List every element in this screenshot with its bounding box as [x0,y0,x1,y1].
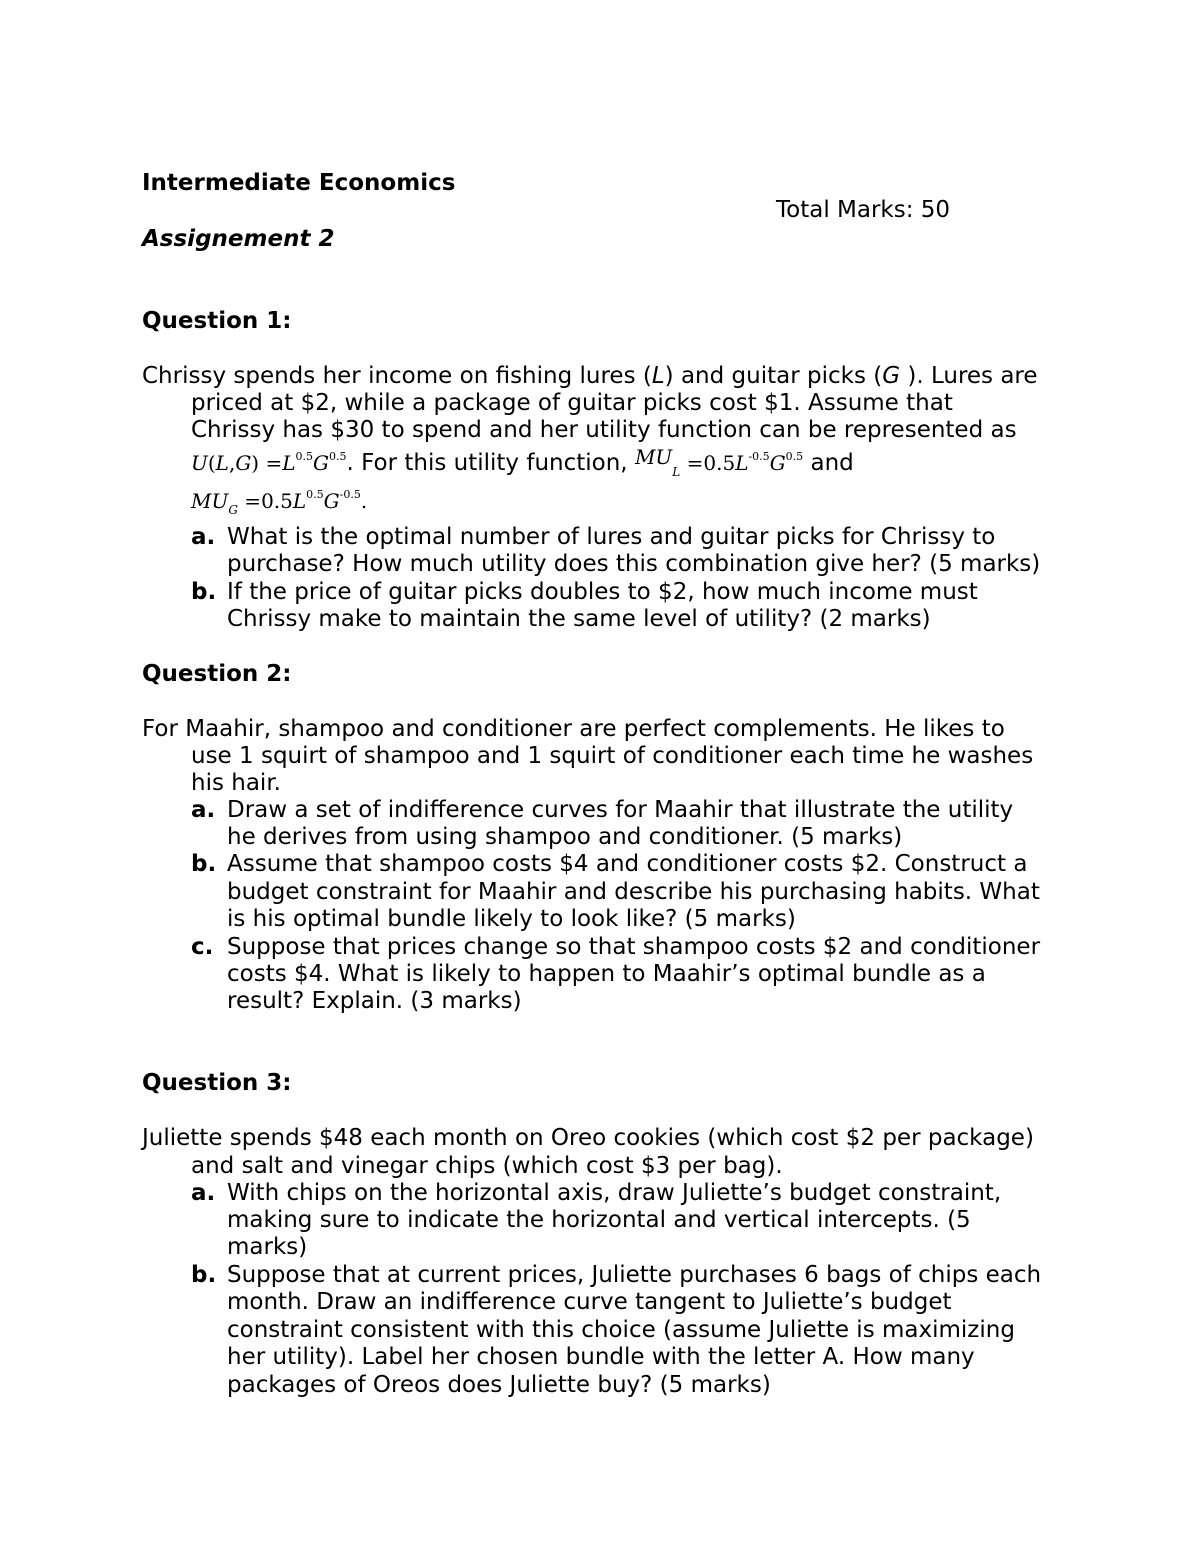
q1-part-b-line-1: If the price of guitar picks doubles to $2, how much income must [227,579,978,605]
q3-part-a-letter: a. [191,1180,216,1206]
q3-part-b-line-2: month. Draw an indifference curve tangent to Juliette’s budget [227,1289,952,1315]
assignment-title: Assignement 2 [142,226,335,252]
q2-part-b-line-1: Assume that shampoo costs $4 and conditioner costs $2. Construct a [227,851,1028,877]
q1-line-1: Chrissy spends her income on fishing lures (L) and guitar picks (G ). Lures are [142,363,1038,389]
q3-part-a-line-3: marks) [227,1234,308,1260]
q2-line-3: his hair. [191,770,281,796]
q1-formula-line: $U(L,G) =L^{0.5}G^{0.5}$. For this utility function, $MU_L =0.5L^{-0.5}G^{0.5}$ and [191,445,854,479]
marginal-utility-l: $MU_L =0.5L^{-0.5}G^{0.5}$ [634,445,804,479]
q3-part-b-line-4: her utility). Label her chosen bundle with the letter A. How many [227,1344,975,1370]
q2-line-1: For Maahir, shampoo and conditioner are perfect complements. He likes to [142,716,1005,742]
q2-part-c-line-2: costs $4. What is likely to happen to Maahir’s optimal bundle as a [227,961,986,987]
q2-part-c-letter: c. [191,934,214,960]
q3-part-a-line-2: making sure to indicate the horizontal and vertical intercepts. (5 [227,1207,971,1233]
course-title: Intermediate Economics [142,170,456,196]
q1-part-a-line-2: purchase? How much utility does this combination give her? (5 marks) [227,551,1041,577]
q1-part-b-letter: b. [191,579,217,605]
q2-part-c-line-1: Suppose that prices change so that shampoo costs $2 and conditioner [227,934,1041,960]
q1-line-2: priced at $2, while a package of guitar picks cost $1. Assume that [191,390,953,416]
q2-part-a-letter: a. [191,797,216,823]
q2-part-c-line-3: result? Explain. (3 marks) [227,988,522,1014]
utility-function: $U(L,G) =L^{0.5}G^{0.5}$ [191,450,347,475]
question-2-heading: Question 2: [142,661,292,687]
q3-line-1: Juliette spends $48 each month on Oreo cookies (which cost $2 per package) [142,1125,1034,1151]
q3-part-b-letter: b. [191,1262,217,1288]
q1-part-a-letter: a. [191,524,216,550]
q2-part-b-line-2: budget constraint for Maahir and describe his purchasing habits. What [227,879,1040,905]
marginal-utility-g: $MU_G =0.5L^{0.5}G^{-0.5}$. [191,488,368,517]
total-marks: Total Marks: 50 [776,197,951,223]
q3-line-2: and salt and vinegar chips (which cost $3 per bag). [191,1153,783,1179]
question-1-heading: Question 1: [142,308,292,334]
q1-part-a-line-1: What is the optimal number of lures and guitar picks for Chrissy to [227,524,996,550]
q2-line-2: use 1 squirt of shampoo and 1 squirt of conditioner each time he washes [191,743,1034,769]
q3-part-a-line-1: With chips on the horizontal axis, draw Juliette’s budget constraint, [227,1180,1002,1206]
q2-part-b-letter: b. [191,851,217,877]
question-3-heading: Question 3: [142,1070,292,1096]
q1-line-3: Chrissy has $30 to spend and her utility function can be represented as [191,417,1017,443]
q1-part-b-line-2: Chrissy make to maintain the same level of utility? (2 marks) [227,606,931,632]
q3-part-b-line-3: constraint consistent with this choice (assume Juliette is maximizing [227,1317,1015,1343]
q2-part-a-line-2: he derives from using shampoo and conditioner. (5 marks) [227,824,903,850]
q1-mu-g-line [191,488,368,517]
q2-part-b-line-3: is his optimal bundle likely to look like? (5 marks) [227,906,796,932]
q2-part-a-line-1: Draw a set of indifference curves for Maahir that illustrate the utility [227,797,1014,823]
q3-part-b-line-5: packages of Oreos does Juliette buy? (5 marks) [227,1372,771,1398]
q3-part-b-line-1: Suppose that at current prices, Juliette purchases 6 bags of chips each [227,1262,1042,1288]
